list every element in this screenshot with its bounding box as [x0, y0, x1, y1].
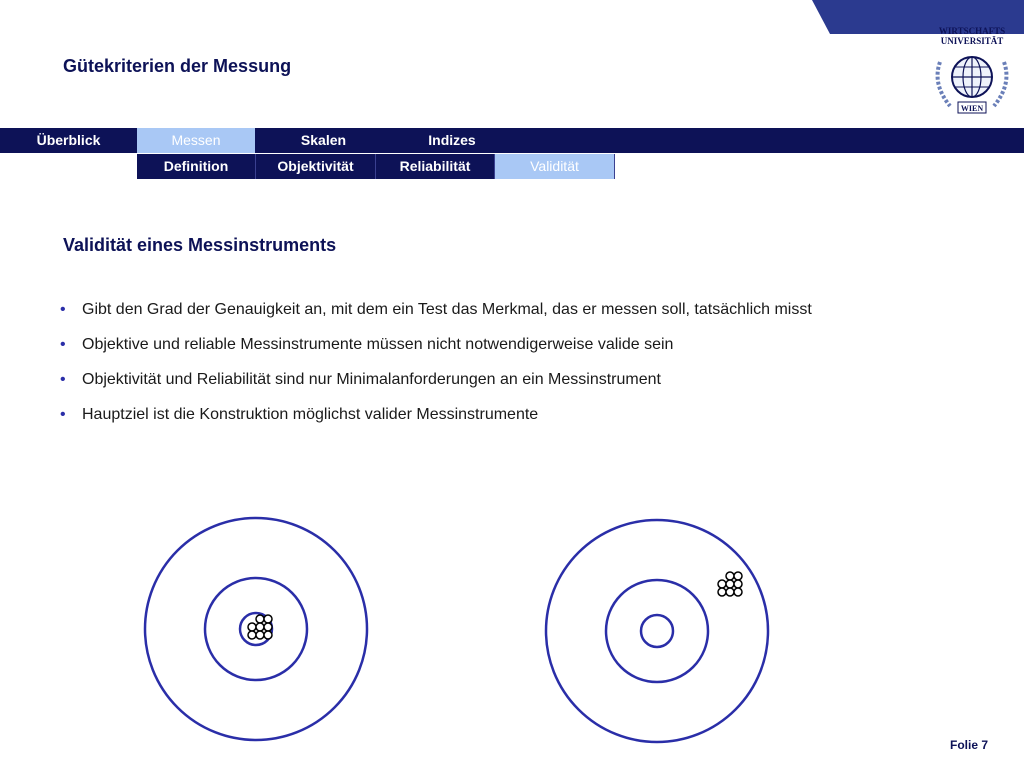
main-navigation-bar: [0, 128, 1024, 153]
bullet-item: [60, 397, 960, 432]
bullet-item: [60, 362, 960, 397]
logo-text-line2: UNIVERSITÄT: [940, 36, 1004, 46]
subtab-objektivitaet[interactable]: Objektivität: [256, 154, 376, 179]
bullet-text: Gibt den Grad der Genauigkeit an, mit dem ein Test das Merkmal, das er messen soll, tatsächlich misst: [82, 301, 812, 318]
shot-cluster-icon: [718, 572, 742, 596]
corner-banner-decoration: [0, 0, 1024, 40]
bullet-item: [60, 292, 960, 327]
tab-ueberblick[interactable]: Überblick: [36, 132, 101, 148]
tab-skalen[interactable]: Skalen: [300, 132, 347, 148]
university-logo-icon: [922, 22, 1022, 120]
subtab-validitaet[interactable]: Validität: [495, 154, 615, 179]
target-valid-icon: [145, 518, 367, 740]
logo-text-line1: WIRTSCHAFTS: [938, 26, 1006, 36]
bullet-icon: •: [60, 301, 66, 318]
slide-title: Gütekriterien der Messung: [63, 56, 292, 76]
section-heading: Validität eines Messinstruments: [63, 235, 337, 255]
subtab-definition[interactable]: Definition: [137, 154, 256, 179]
subtab-reliabilitaet[interactable]: Reliabilität: [376, 154, 495, 179]
bullet-icon: •: [60, 406, 66, 423]
bullet-icon: •: [60, 336, 66, 353]
slide-number: Folie 7: [949, 738, 988, 752]
bullet-list: [60, 292, 960, 432]
tab-indizes[interactable]: Indizes: [428, 132, 476, 148]
bullet-icon: •: [60, 371, 66, 388]
shot-cluster-icon: [248, 615, 272, 639]
target-diagrams: [0, 500, 1024, 768]
target-middle-ring: [606, 580, 708, 682]
target-outer-ring: [546, 520, 768, 742]
sub-navigation-bar: [0, 154, 1024, 179]
bullet-text: Objektive und reliable Messinstrumente müssen nicht notwendigerweise valide sein: [82, 336, 674, 353]
logo-text-line3: WIEN: [960, 104, 984, 113]
target-bullseye: [641, 615, 673, 647]
bullet-text: Hauptziel ist die Konstruktion möglichst valider Messinstrumente: [82, 406, 539, 423]
target-invalid-icon: [546, 520, 768, 742]
bullet-text: Objektivität und Reliabilität sind nur Minimalanforderungen an ein Messinstrument: [82, 371, 661, 388]
bullet-item: [60, 327, 960, 362]
tab-messen[interactable]: Messen: [137, 128, 255, 153]
